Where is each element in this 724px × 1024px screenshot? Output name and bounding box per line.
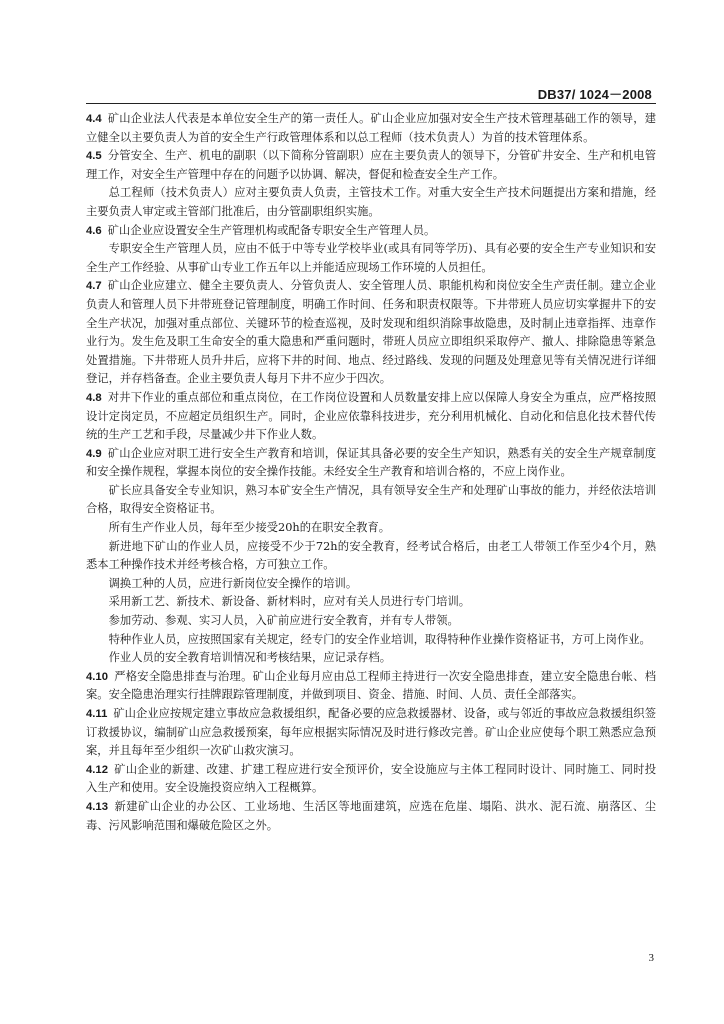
body-paragraph: 矿长应具备安全专业知识，熟习本矿安全生产情况，具有领导安全生产和处理矿山事故的能力，并经依法培训合格，取得安全资格证书。 [86,483,656,516]
header-rule [86,103,656,104]
page-number: 3 [648,952,654,964]
clause-text: 分管安全、生产、机电的副职（以下简称分管副职）应在主要负责人的领导下，分管矿井安全、生产和机电管理工作，对安全生产管理中存在的问题予以协调、解决，督促和检查安全生产工作。 [86,149,656,181]
clause-number: 4.10 [86,670,108,683]
clause-paragraph [86,798,656,835]
clause-number: 4.8 [86,391,102,404]
clause-text: 新建矿山企业的办公区、工业场地、生活区等地面建筑，应选在危崖、塌陷、洪水、泥石流、崩落区、尘毒、污风影响范围和爆破危险区之外。 [86,799,656,832]
clause-number: 4.11 [86,708,108,720]
clause-paragraph [86,277,656,389]
clause-number: 4.4 [86,113,102,125]
clause-text: 矿山企业应按规定建立事故应急救援组织，配备必要的应急救援器材、设备，或与邻近的事故应急救援组织签订救援协议，编制矿山应急救援预案，每年应根据实际情况及时进行修改完善。矿山企业应使每个职工熟悉应急预案，并且每年至少组织一次矿山救灾演习。 [86,707,656,758]
clause-paragraph [86,147,656,184]
clause-text: 矿山企业应设置安全生产管理机构或配备专职安全生产管理人员。 [107,223,436,237]
clause-text: 矿山企业应对职工进行安全生产教育和培训，保证其具备必要的安全生产知识，熟悉有关的安全生产规章制度和安全操作规程，掌握本岗位的安全操作技能。未经安全生产教育和培训合格的，不应上岗作业。 [86,446,656,479]
body-paragraph: 作业人员的安全教育培训情况和考核结果，应记录存档。 [108,651,392,665]
document-body [86,110,656,835]
clause-paragraph [86,389,656,445]
body-paragraph: 参加劳动、参观、实习人员，入矿前应进行安全教育，并有专人带领。 [108,614,459,628]
clause-paragraph [86,705,656,761]
clause-paragraph [86,110,656,147]
clause-number: 4.12 [86,763,108,776]
clause-text: 矿山企业的新建、改建、扩建工程应进行安全预评价，安全设施应与主体工程同时设计、同时施工、同时投入生产和使用。安全设施投资应纳入工程概算。 [86,762,656,795]
clause-paragraph [86,445,656,482]
body-paragraph: 专职安全生产管理人员，应由不低于中等专业学校毕业(或具有同等学历)、具有必要的安全生产专业知识和安全生产工作经验、从事矿山专业工作五年以上并能适应现场工作环境的人员担任。 [86,242,656,274]
body-paragraph: 特种作业人员，应按照国家有关规定，经专门的安全作业培训，取得特种作业操作资格证书，方可上岗作业。 [108,632,651,646]
body-paragraph: 调换工种的人员，应进行新岗位安全操作的培训。 [108,576,358,590]
body-paragraph: 总工程师（技术负责人）应对主要负责人负责，主管技术工作。对重大安全生产技术问题提出方案和措施，经主要负责人审定或主管部门批准后，由分管副职组织实施。 [86,186,656,218]
body-paragraph: 采用新工艺、新技术、新设备、新材料时，应对有关人员进行专门培训。 [108,595,471,609]
body-paragraph: 新进地下矿山的作业人员，应接受不少于72h的安全教育，经考试合格后，由老工人带领工作至少4个月，熟悉本工种操作技术并经考核合格，方可独立工作。 [86,539,656,572]
clause-paragraph [86,222,656,241]
clause-number: 4.7 [86,280,102,293]
clause-number: 4.9 [86,447,102,460]
clause-number: 4.6 [86,224,102,237]
clause-text: 对井下作业的重点部位和重点岗位，在工作岗位设置和人员数量安排上应以保障人身安全为重点，应严格按照设计定岗定员，不应超定员组织生产。同时，企业应依靠科技进步，充分利用机械化、自动化和信息化技术替代传统的生产工艺和手段，尽量减少井下作业人数。 [86,390,656,442]
clause-paragraph [86,668,656,705]
clause-paragraph [86,761,656,798]
standard-code: DB37/ 1024－2008 [537,87,652,102]
body-paragraph: 所有生产作业人员，每年至少接受20h的在职安全教育。 [108,521,391,535]
clause-number: 4.5 [86,150,102,163]
clause-text: 矿山企业法人代表是本单位安全生产的第一责任人。矿山企业应加强对安全生产技术管理基础工作的领导，建立健全以主要负责人为首的安全生产行政管理体系和以总工程师（技术负责人）为首的技术管理体系。 [86,112,656,144]
clause-number: 4.13 [86,800,108,813]
clause-text: 严格安全隐患排查与治理。矿山企业每月应由总工程师主持进行一次安全隐患排查，建立安全隐患台帐、档案。安全隐患治理实行挂牌跟踪管理制度，并做到项目、资金、措施、时间、人员、责任全部落实。 [86,669,656,702]
clause-text: 矿山企业应建立、健全主要负责人、分管负责人、安全管理人员、职能机构和岗位安全生产责任制。建立企业负责人和管理人员下井带班登记管理制度，明确工作时间、任务和职责权限等。下井带班人员应切实掌握井下的安全生产状况，加强对重点部位、关键环节的检查巡视，及时发现和组织消除事故隐患，及时制止违章指挥、违章作业行为。发生危及职工生命安全的重大隐患和严重问题时，带班人员应立即组织采取停产、撤人、排除隐患等紧急处置措施。下井带班人员升井后，应将下井的时间、地点、经过路线、发现的问题及处理意见等有关情况进行详细登记，并存档备查。企业主要负责人每月下井不应少于四次。 [86,279,656,386]
